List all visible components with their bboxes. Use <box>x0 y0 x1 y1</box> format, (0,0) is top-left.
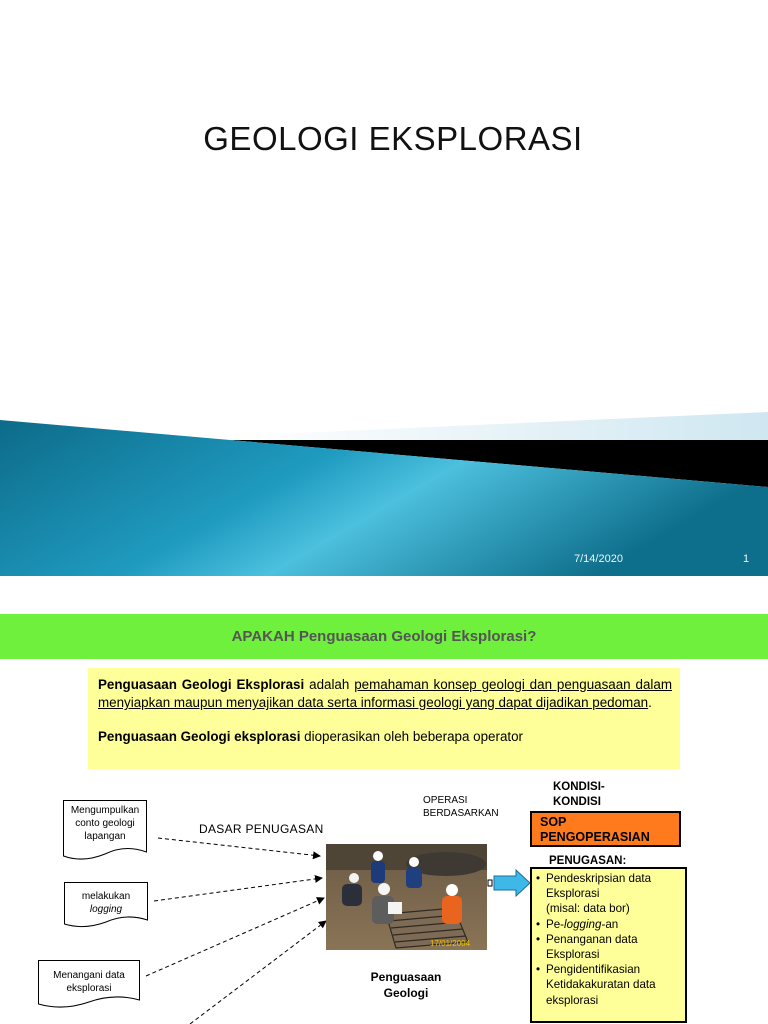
doc-logging-em: logging <box>89 904 123 915</box>
penugasan-item <box>536 932 681 962</box>
photo-caption <box>360 969 452 1001</box>
penugasan-list <box>536 871 681 1008</box>
penugasan-item-1b: (misal: data bor) <box>546 902 630 916</box>
pale-band <box>230 412 768 440</box>
doc-logging <box>64 882 148 928</box>
doc-collect-samples <box>63 800 147 862</box>
arrow-bottom-to-photo <box>190 921 326 1024</box>
label-kondisi <box>553 780 605 810</box>
photo-date-stamp: 17/01/2004 <box>430 939 471 948</box>
penugasan-item-2-pre: Pe- <box>546 917 565 931</box>
slide-date: 7/14/2020 <box>574 553 623 565</box>
double-line-connector <box>488 880 492 886</box>
label-kondisi-line1: KONDISI- <box>553 781 605 793</box>
doc-logging-pre: melakukan <box>81 891 131 902</box>
penugasan-item <box>536 917 681 932</box>
penugasan-item-2-em: logging <box>564 917 602 931</box>
operators-term: Penguasaan Geologi eksplorasi <box>98 729 301 744</box>
photo-caption-line1: Penguasaan <box>370 970 442 984</box>
label-dasar-penugasan: DASAR PENUGASAN <box>199 822 324 836</box>
penugasan-item-3: Penanganan data Eksplorasi <box>546 932 638 962</box>
penugasan-item-4: Pengidentifikasian Ketidakakuratan data eksplorasi <box>546 963 656 1007</box>
slide-number: 1 <box>743 553 750 565</box>
label-operasi-line1: OPERASI <box>423 795 468 806</box>
block-arrow <box>494 870 530 896</box>
penugasan-item <box>536 871 681 917</box>
header-title: APAKAH Penguasaan Geologi Eksplorasi? <box>231 628 537 645</box>
content-slide <box>0 576 768 1024</box>
penugasan-title: PENUGASAN: <box>549 855 627 867</box>
doc-handle-data <box>38 960 140 1010</box>
definition-end: . <box>648 695 652 710</box>
label-kondisi-line2: KONDISI <box>553 796 601 808</box>
arrow-logging-to-photo <box>154 878 322 901</box>
doc-collect-samples-text: Mengumpulkan conto geologi lapangan <box>70 805 140 842</box>
penugasan-item-1a: Pendeskripsian data Eksplorasi <box>546 872 652 901</box>
label-operasi-line2: BERDASARKAN <box>423 808 499 819</box>
doc-logging-text <box>66 890 146 916</box>
arrow-data-to-photo <box>146 898 324 976</box>
definition-connector: adalah <box>304 677 355 692</box>
arrow-collect-to-photo <box>158 838 320 856</box>
field-geologists-photo <box>326 844 487 950</box>
definition-meaning: pemahaman konsep geologi dan penguasaan dalam menyiapkan maupun menyajikan data serta informasi geologi yang dapat dijadikan pedoman <box>98 677 672 710</box>
definition-term: Penguasaan Geologi Eksplorasi <box>98 677 305 692</box>
photo-caption-line2: Geologi <box>383 986 429 1000</box>
operators-rest: dioperasikan oleh beberapa operator <box>300 729 524 744</box>
label-operasi-berdasarkan <box>423 794 499 820</box>
sop-line2: PENGOPERASIAN <box>540 830 650 844</box>
slide-title: GEOLOGI EKSPLORASI <box>203 120 583 157</box>
sop-box <box>530 811 681 847</box>
sop-line1: SOP <box>540 815 567 829</box>
penugasan-box <box>530 867 687 1023</box>
doc-handle-data-text: Menangani data eksplorasi <box>53 970 125 994</box>
penugasan-item-2-post: -an <box>601 917 619 931</box>
penugasan-item <box>536 962 681 1008</box>
